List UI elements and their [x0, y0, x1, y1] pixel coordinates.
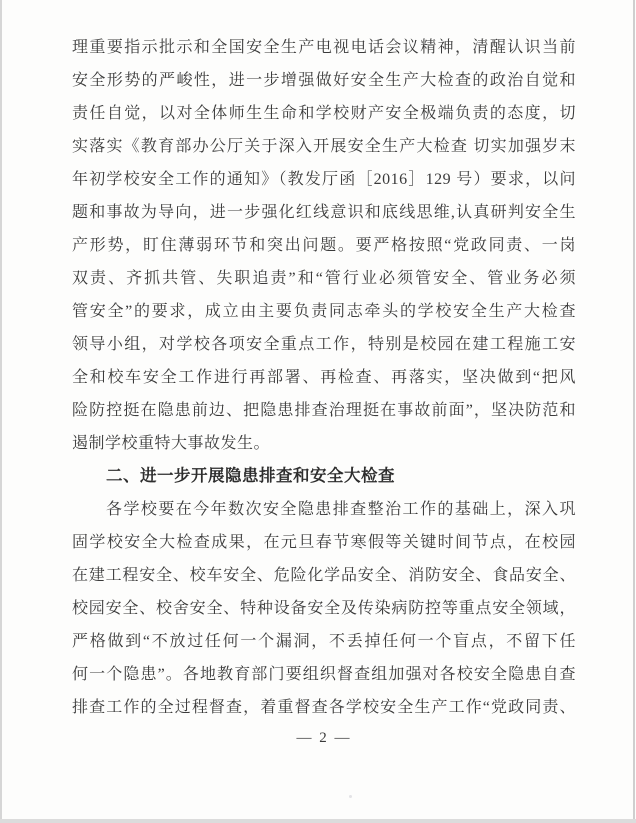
text-line: 各学校要在今年数次安全隐患排查整治工作的基础上，深入巩	[106, 501, 576, 518]
text-line: 严格做到“不放过任何一个漏洞，不丢掉任何一个盲点，不留下任	[72, 633, 576, 650]
text-line: 责任自觉，以对全体师生生命和学校财产安全极端负责的态度，切	[72, 105, 576, 122]
scan-noise-speck	[349, 795, 352, 798]
scan-edge-bottom	[0, 819, 636, 823]
text-line: 双责、齐抓共管、失职追责”和“管行业必须管安全、管业务必须	[72, 270, 576, 287]
text-line: 何一个隐患”。各地教育部门要组织督查组加强对各校安全隐患自查	[72, 666, 576, 683]
text-line: 固学校安全大检查成果，在元旦春节寒假等关键时间节点，在校园	[72, 534, 576, 551]
text-line: 校园安全、校舍安全、特种设备安全及传染病防控等重点安全领域，	[72, 600, 576, 617]
text-line: 全和校车安全工作进行再部署、再检查、再落实，坚决做到“把风	[72, 369, 576, 386]
scan-edge-right	[633, 0, 635, 823]
document-body	[72, 31, 576, 751]
text-line: 实落实《教育部办公厅关于深入开展安全生产大检查 切实加强岁末	[72, 138, 576, 155]
text-line: 领导小组，对学校各项安全重点工作，特别是校园在建工程施工安	[72, 336, 576, 353]
text-line: 理重要指示批示和全国安全生产电视电话会议精神，清醒认识当前	[72, 39, 576, 56]
section-heading: 二、进一步开展隐患排查和安全大检查	[106, 467, 395, 485]
text-line: 产形势，盯住薄弱环节和突出问题。要严格按照“党政同责、一岗	[72, 237, 576, 254]
text-line: 在建工程安全、校车安全、危险化学品安全、消防安全、食品安全、	[72, 567, 576, 584]
scan-edge-left	[0, 0, 2, 823]
text-line: 管安全”的要求，成立由主要负责同志牵头的学校安全生产大检查	[72, 303, 576, 320]
text-line: 排查工作的全过程督查，着重督查各学校安全生产工作“党政同责、	[72, 699, 576, 716]
text-line: 遏制学校重特大事故发生。	[72, 435, 271, 452]
text-lines-container	[72, 31, 576, 724]
text-line: 安全形势的严峻性，进一步增强做好安全生产大检查的政治自觉和	[72, 72, 576, 89]
text-line: 险防控挺在隐患前边、把隐患排查治理挺在事故前面”，坚决防范和	[72, 402, 576, 419]
text-line: 题和事故为导向，进一步强化红线意识和底线思维,认真研判安全生	[72, 204, 576, 221]
text-line: 年初学校安全工作的通知》（教发厅函［2016］129 号）要求，以问	[72, 171, 576, 188]
page-number: — 2 —	[296, 730, 352, 746]
